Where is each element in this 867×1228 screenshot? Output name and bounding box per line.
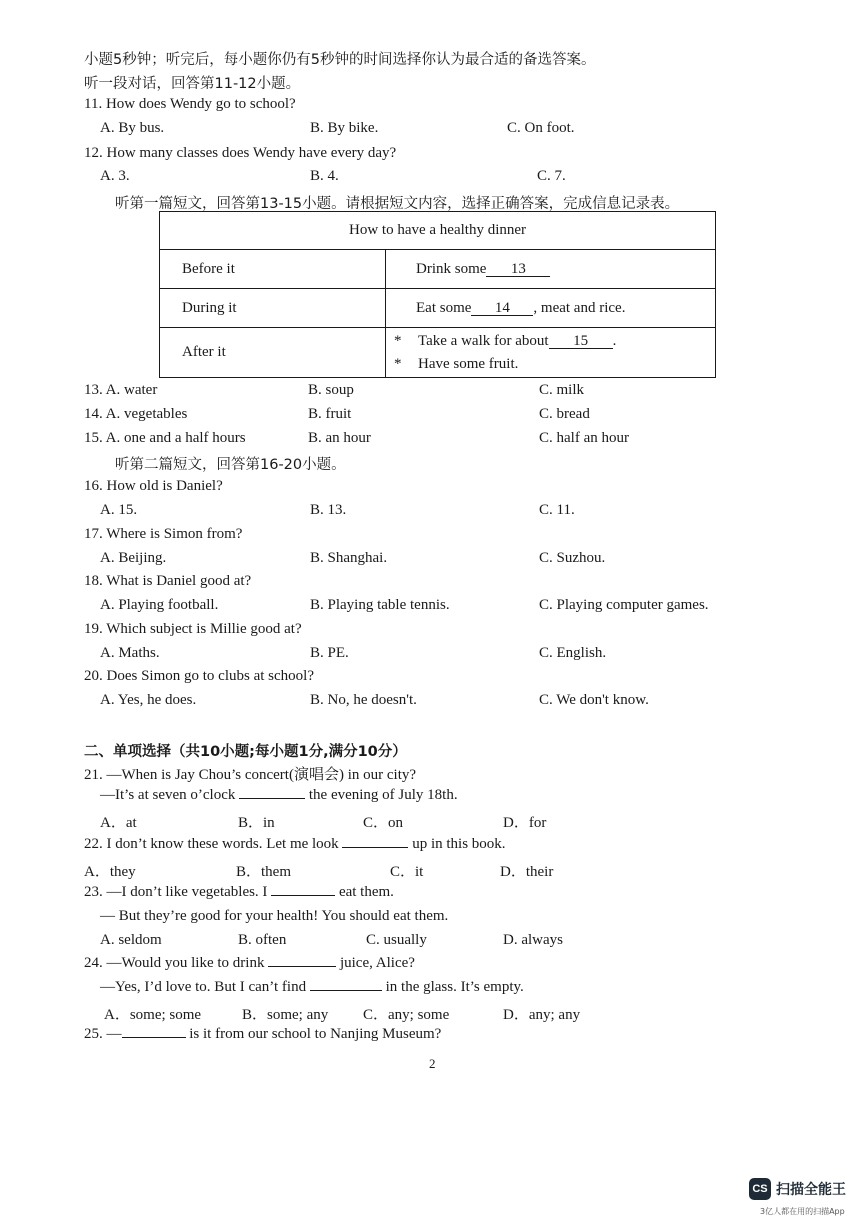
table-row-content bbox=[386, 328, 716, 378]
sentence-part: up in this book. bbox=[412, 836, 506, 852]
footer-brand: 扫描全能王 bbox=[776, 1182, 846, 1198]
option-14-c: C. bread bbox=[539, 406, 590, 422]
option-24-a: A．some; some bbox=[104, 1007, 202, 1023]
option-15-a: 15. A. one and a half hours bbox=[84, 430, 246, 446]
question-12: 12. How many classes does Wendy have every day? bbox=[84, 145, 397, 161]
sentence-part: —It’s at seven o’clock bbox=[100, 787, 236, 803]
bullet-star: * bbox=[394, 332, 402, 349]
sentence-part: juice, Alice? bbox=[339, 955, 415, 971]
question-11: 11. How does Wendy go to school? bbox=[84, 96, 296, 112]
table-text: Take a walk for about bbox=[418, 332, 549, 349]
option-22-d: D．their bbox=[500, 864, 554, 880]
table-row-label: During it bbox=[160, 289, 386, 328]
question-20: 20. Does Simon go to clubs at school? bbox=[84, 668, 314, 684]
option-21-c: C．on bbox=[363, 815, 404, 831]
option-24-d: D．any; any bbox=[503, 1007, 581, 1023]
info-table bbox=[159, 211, 716, 378]
question-23 bbox=[84, 884, 394, 901]
option-20-c: C. We don't know. bbox=[539, 692, 649, 708]
table-text: Have some fruit. bbox=[418, 355, 519, 372]
question-19: 19. Which subject is Millie good at? bbox=[84, 621, 302, 637]
question-17: 17. Where is Simon from? bbox=[84, 526, 243, 542]
option-21-d: D．for bbox=[503, 815, 547, 831]
option-19-b: B. PE. bbox=[310, 645, 349, 661]
option-13-a: 13. A. water bbox=[84, 382, 158, 398]
table-text: . bbox=[612, 332, 617, 349]
table-bullet-line bbox=[394, 353, 715, 376]
dialogue-instruction: 听一段对话，回答第11-12小题。 bbox=[84, 76, 301, 92]
answer-blank bbox=[342, 847, 408, 848]
table-row-content bbox=[386, 250, 716, 289]
table-title: How to have a healthy dinner bbox=[160, 212, 716, 250]
instruction-line: 小题5秒钟；听完后，每小题你仍有5秒钟的时间选择你认为最合适的备选答案。 bbox=[84, 52, 596, 68]
sentence-part: —Yes, I’d love to. But I can’t find bbox=[100, 979, 307, 995]
answer-blank bbox=[122, 1037, 186, 1038]
sentence-part: 24. —Would you like to drink bbox=[84, 955, 265, 971]
option-16-a: A. 15. bbox=[100, 502, 138, 518]
sentence-part: 25. — bbox=[84, 1026, 122, 1042]
table-text: Eat some bbox=[416, 299, 472, 316]
sentence-part: in the glass. It’s empty. bbox=[385, 979, 524, 995]
question-21-reply bbox=[100, 787, 458, 804]
option-20-a: A. Yes, he does. bbox=[100, 692, 197, 708]
option-16-b: B. 13. bbox=[310, 502, 347, 518]
question-24-reply bbox=[100, 979, 524, 996]
answer-blank bbox=[239, 798, 305, 799]
option-22-a: A．they bbox=[84, 864, 136, 880]
option-22-b: B．them bbox=[236, 864, 291, 880]
option-22-c: C．it bbox=[390, 864, 424, 880]
question-23-reply: — But they’re good for your health! You should eat them. bbox=[100, 908, 449, 924]
blank-14: 14 bbox=[471, 301, 533, 316]
table-text: Drink some bbox=[416, 260, 487, 277]
page-number: 2 bbox=[429, 1056, 436, 1071]
table-bullet-line bbox=[394, 330, 715, 353]
bullet-star: * bbox=[394, 355, 402, 372]
answer-blank bbox=[268, 966, 336, 967]
section-title: 二、单项选择（共10小题;每小题1分,满分10分） bbox=[84, 744, 407, 760]
sentence-part: eat them. bbox=[338, 884, 394, 900]
answer-blank bbox=[271, 895, 335, 896]
option-11-c: C. On foot. bbox=[507, 120, 575, 136]
blank-15: 15 bbox=[549, 334, 613, 349]
option-23-a: A. seldom bbox=[100, 932, 162, 948]
option-12-b: B. 4. bbox=[310, 168, 339, 184]
option-17-b: B. Shanghai. bbox=[310, 550, 388, 566]
option-23-d: D. always bbox=[503, 932, 563, 948]
question-24 bbox=[84, 955, 415, 972]
option-14-a: 14. A. vegetables bbox=[84, 406, 188, 422]
table-row-label: After it bbox=[160, 328, 386, 378]
option-16-c: C. 11. bbox=[539, 502, 575, 518]
footer-tagline: 3亿人都在用的扫描App bbox=[760, 1207, 845, 1216]
question-18: 18. What is Daniel good at? bbox=[84, 573, 252, 589]
table-row-content bbox=[386, 289, 716, 328]
option-18-a: A. Playing football. bbox=[100, 597, 219, 613]
sentence-part: the evening of July 18th. bbox=[308, 787, 458, 803]
sentence-part: 22. I don’t know these words. Let me look bbox=[84, 836, 339, 852]
table-row-label: Before it bbox=[160, 250, 386, 289]
passage1-instruction: 听第一篇短文，回答第13-15小题。请根据短文内容，选择正确答案，完成信息记录表。 bbox=[115, 196, 680, 212]
camscanner-logo-icon: CS bbox=[749, 1178, 771, 1200]
option-12-c: C. 7. bbox=[537, 168, 566, 184]
option-14-b: B. fruit bbox=[308, 406, 352, 422]
answer-blank bbox=[310, 990, 382, 991]
option-21-a: A．at bbox=[100, 815, 137, 831]
sentence-part: 23. —I don’t like vegetables. I bbox=[84, 884, 268, 900]
question-16: 16. How old is Daniel? bbox=[84, 478, 223, 494]
option-15-b: B. an hour bbox=[308, 430, 371, 446]
sentence-part: is it from our school to Nanjing Museum? bbox=[189, 1026, 442, 1042]
passage2-instruction: 听第二篇短文，回答第16-20小题。 bbox=[115, 457, 346, 473]
option-19-c: C. English. bbox=[539, 645, 607, 661]
option-13-b: B. soup bbox=[308, 382, 354, 398]
option-11-a: A. By bus. bbox=[100, 120, 165, 136]
option-18-b: B. Playing table tennis. bbox=[310, 597, 450, 613]
option-17-a: A. Beijing. bbox=[100, 550, 167, 566]
option-24-b: B．some; any bbox=[242, 1007, 329, 1023]
option-12-a: A. 3. bbox=[100, 168, 130, 184]
option-18-c: C. Playing computer games. bbox=[539, 597, 709, 613]
option-23-b: B. often bbox=[238, 932, 287, 948]
option-23-c: C. usually bbox=[366, 932, 427, 948]
option-20-b: B. No, he doesn't. bbox=[310, 692, 417, 708]
option-24-c: C．any; some bbox=[363, 1007, 450, 1023]
option-13-c: C. milk bbox=[539, 382, 585, 398]
question-22 bbox=[84, 836, 506, 853]
option-11-b: B. By bike. bbox=[310, 120, 379, 136]
option-19-a: A. Maths. bbox=[100, 645, 160, 661]
blank-13: 13 bbox=[486, 262, 550, 277]
table-text: , meat and rice. bbox=[533, 299, 626, 316]
question-25 bbox=[84, 1026, 441, 1043]
option-21-b: B．in bbox=[238, 815, 275, 831]
question-21: 21. —When is Jay Chou’s concert(演唱会) in our city? bbox=[84, 767, 417, 783]
option-15-c: C. half an hour bbox=[539, 430, 629, 446]
option-17-c: C. Suzhou. bbox=[539, 550, 606, 566]
